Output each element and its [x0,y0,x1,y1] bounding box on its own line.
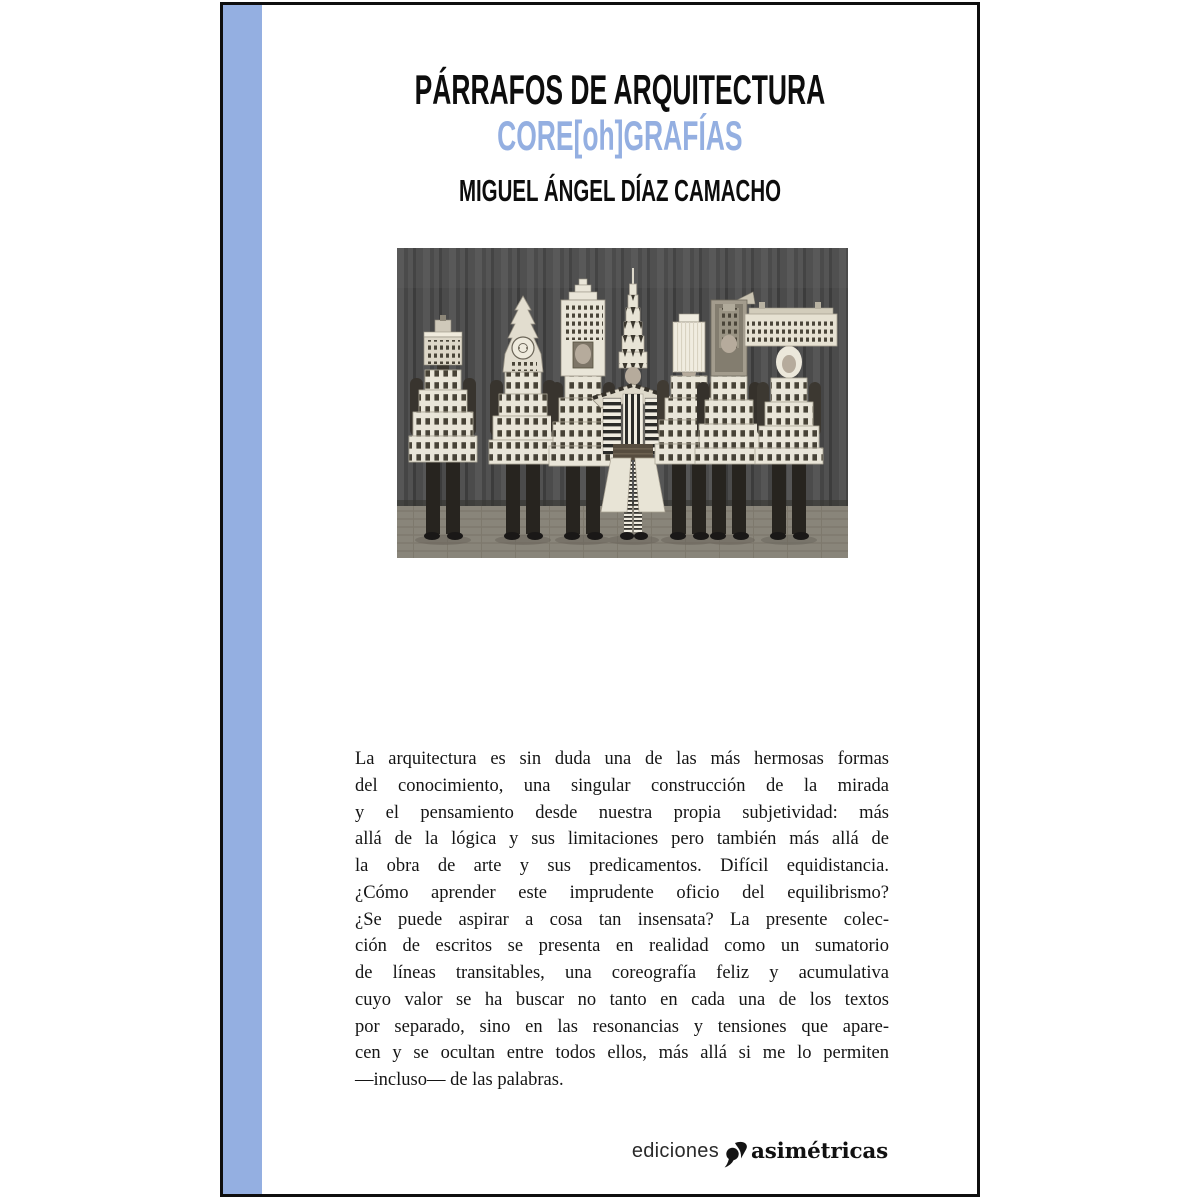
publisher-prefix: ediciones [631,1139,720,1162]
blurb-line: ¿Cómo aprender este imprudente oficio del equilibrismo? [355,882,889,903]
blurb-line: —incluso— de las palabras. [355,1070,564,1090]
book-author: MIGUEL ÁNGEL DÍAZ CAMACHO [458,173,781,208]
blurb-paragraph [355,746,889,1094]
publisher-logo [632,1131,888,1171]
publisher-name: asimétricas [751,1138,888,1164]
blurb-line: ción de escritos se presenta en realidad como un sumatorio [355,936,889,957]
blue-spine-stripe [223,5,262,1194]
blurb-line: ¿Se puede aspirar a cosa tan insensata? La presente colec- [355,909,889,930]
blurb-line: por separado, sino en las resonancias y tensiones que apare- [355,1016,889,1037]
blurb-line: la obra de arte y sus predicamentos. Difícil equidistancia. [355,856,889,876]
blurb-line: del conocimiento, una singular construcción de la mirada [355,775,889,796]
blurb-line: La arquitectura es sin duda una de las más hermosas formas [355,749,889,769]
blurb-line: cuyo valor se ha buscar no tanto en cada una de los textos [355,989,889,1010]
book-cover [220,2,980,1197]
cover-photo [397,248,848,558]
blurb-line: cen y se ocultan entre todos ellos, más allá si me lo permiten [355,1043,889,1064]
blurb-line: y el pensamiento desde nuestra propia subjetividad: más [355,802,889,823]
blurb-line: de líneas transitables, una coreografía feliz y acumulativa [355,963,889,983]
publisher-mark-icon [724,1141,748,1171]
blurb-line: allá de la lógica y sus limitaciones pero también más allá de [355,829,889,850]
book-title: PÁRRAFOS DE ARQUITECTURA [414,66,825,113]
book-subtitle: CORE[oh]GRAFÍAS [496,112,743,159]
